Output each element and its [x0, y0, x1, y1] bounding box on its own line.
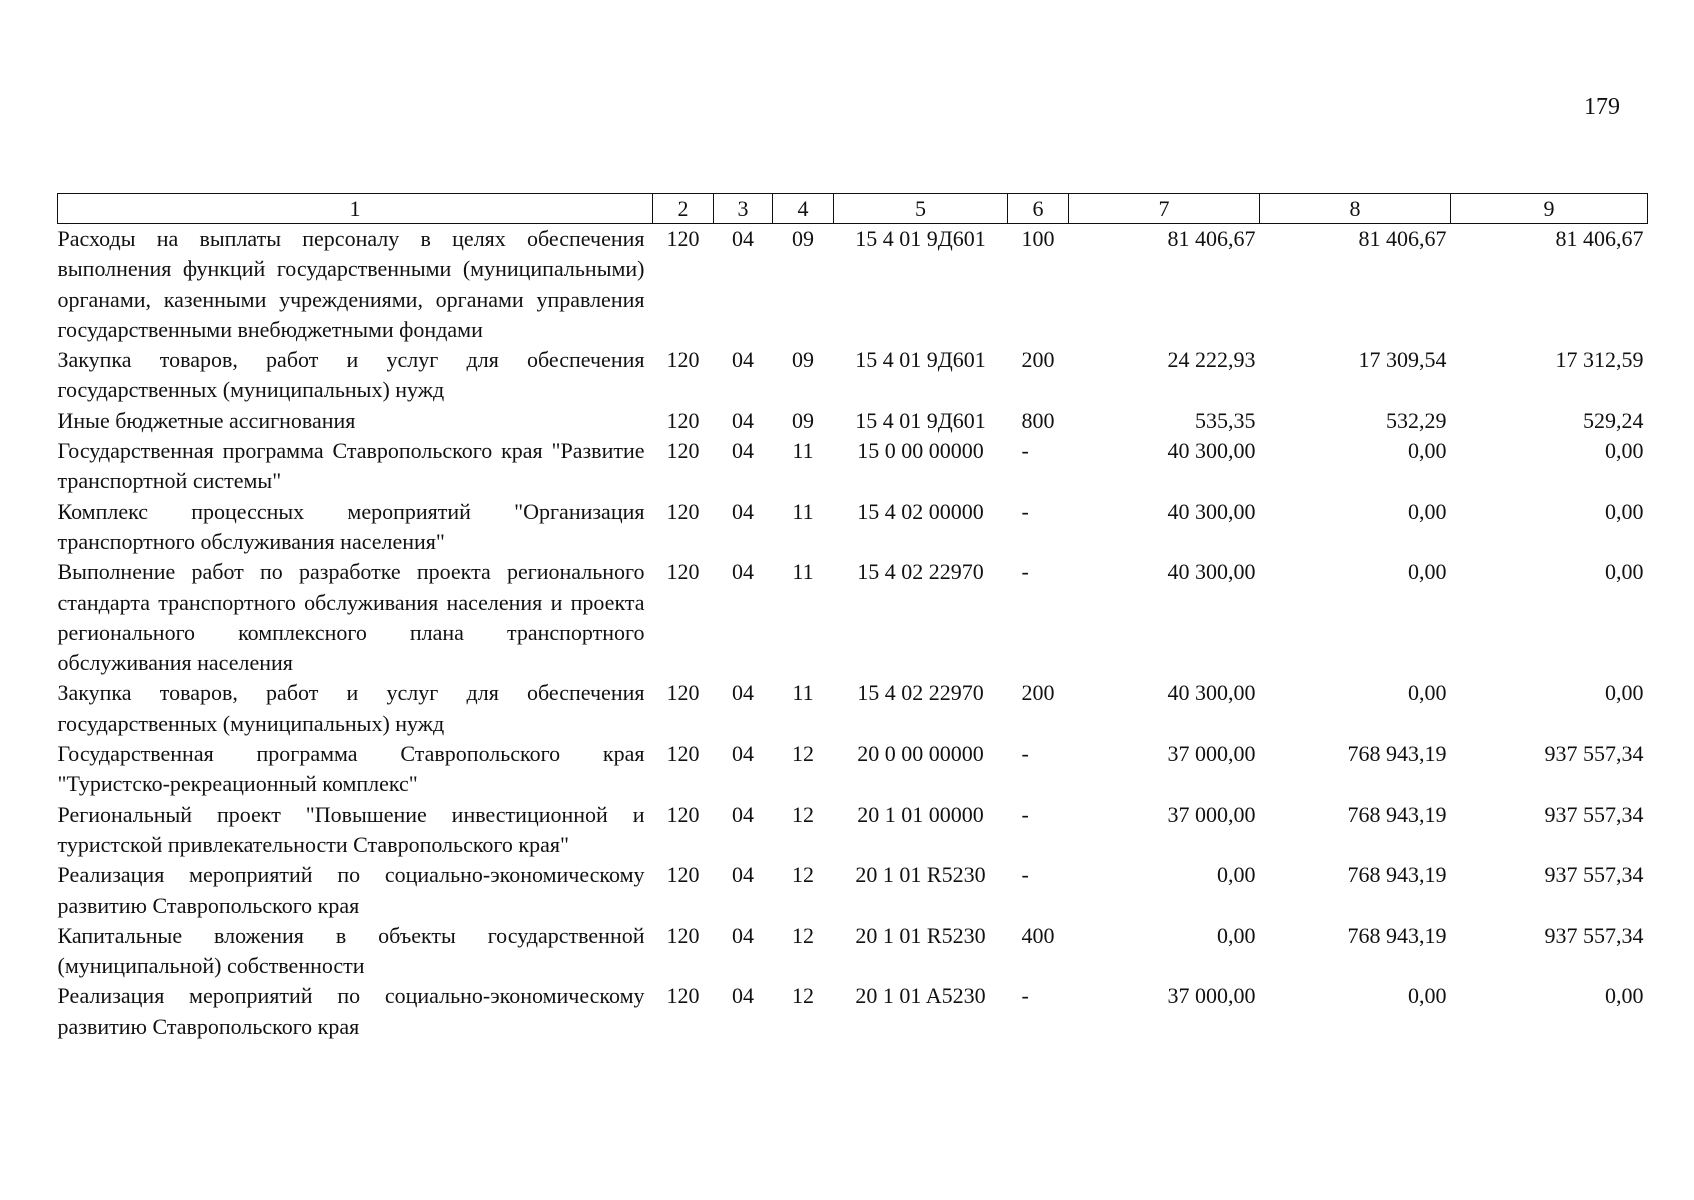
ministry-code: 120 — [666, 983, 700, 1009]
section-code: 04 — [732, 741, 754, 767]
amount-year-1: 40 300,00 — [1167, 498, 1256, 524]
target-article-code: 15 4 02 00000 — [857, 498, 984, 524]
expense-name: Расходы на выплаты персоналу в целях обеспечения выполнения функций государственными (муниципальными) органами, казенными учреждениями, органами управления государственными внебюджетными фондами — [57, 226, 645, 342]
subsection-code: 09 — [792, 347, 814, 373]
subsection-code: 11 — [792, 559, 814, 585]
amount-year-3: 17 312,59 — [1555, 347, 1644, 373]
target-article-code: 15 4 01 9Д601 — [855, 407, 986, 433]
expense-name: Государственная программа Ставропольского края "Развитие транспортной системы" — [57, 438, 645, 494]
ministry-code: 120 — [666, 407, 700, 433]
ministry-code: 120 — [666, 438, 700, 464]
amount-year-3: 0,00 — [1605, 983, 1644, 1009]
amount-year-1: 0,00 — [1217, 862, 1256, 888]
amount-year-3: 0,00 — [1605, 438, 1644, 464]
subsection-code: 12 — [792, 741, 814, 767]
amount-year-1: 24 222,93 — [1167, 347, 1256, 373]
subsection-code: 12 — [792, 801, 814, 827]
section-code: 04 — [732, 680, 754, 706]
target-article-code: 15 4 01 9Д601 — [855, 347, 986, 373]
table-row — [58, 800, 1648, 861]
subsection-code: 11 — [792, 498, 814, 524]
page-number: 179 — [1584, 94, 1620, 120]
amount-year-2: 768 943,19 — [1347, 922, 1447, 948]
amount-year-3: 0,00 — [1605, 680, 1644, 706]
target-article-code: 20 1 01 R5230 — [855, 862, 986, 888]
ministry-code: 120 — [666, 862, 700, 888]
ministry-code: 120 — [666, 559, 700, 585]
table-row — [58, 921, 1648, 982]
amount-year-1: 37 000,00 — [1167, 741, 1256, 767]
section-code: 04 — [732, 922, 754, 948]
expense-name: Закупка товаров, работ и услуг для обеспечения государственных (муниципальных) нужд — [57, 347, 645, 403]
expense-type-code: - — [1021, 438, 1029, 464]
budget-table — [57, 193, 1648, 1042]
amount-year-2: 768 943,19 — [1347, 862, 1447, 888]
expense-name: Закупка товаров, работ и услуг для обеспечения государственных (муниципальных) нужд — [57, 680, 645, 736]
subsection-code: 12 — [792, 862, 814, 888]
expense-name: Реализация мероприятий по социально-экономическому развитию Ставропольского края — [57, 983, 645, 1039]
expense-type-code: - — [1021, 559, 1029, 585]
amount-year-2: 0,00 — [1408, 983, 1447, 1009]
table-body — [58, 224, 1648, 1043]
table-row — [58, 497, 1648, 558]
expense-name: Региональный проект "Повышение инвестиционной и туристской привлекательности Ставропольского края" — [57, 801, 645, 857]
target-article-code: 20 1 01 00000 — [857, 801, 984, 827]
subsection-code: 11 — [792, 680, 814, 706]
amount-year-2: 0,00 — [1408, 498, 1447, 524]
target-article-code: 15 4 02 22970 — [857, 680, 984, 706]
target-article-code: 20 1 01 R5230 — [855, 922, 986, 948]
subsection-code: 12 — [792, 922, 814, 948]
column-header-3: 3 — [714, 194, 773, 224]
amount-year-1: 40 300,00 — [1167, 438, 1256, 464]
section-code: 04 — [732, 407, 754, 433]
column-header-4: 4 — [773, 194, 834, 224]
table-row — [58, 739, 1648, 800]
expense-type-code: - — [1021, 862, 1029, 888]
expense-type-code: 200 — [1021, 680, 1055, 706]
column-header-8: 8 — [1260, 194, 1451, 224]
table-row — [58, 224, 1648, 346]
amount-year-2: 17 309,54 — [1358, 347, 1447, 373]
table-row — [58, 860, 1648, 921]
column-header-9: 9 — [1451, 194, 1648, 224]
expense-type-code: 800 — [1021, 407, 1055, 433]
column-header-1: 1 — [58, 194, 653, 224]
expense-type-code: 100 — [1021, 226, 1055, 251]
section-code: 04 — [732, 226, 754, 251]
column-header-2: 2 — [653, 194, 714, 224]
expense-type-code: 400 — [1021, 922, 1055, 948]
ministry-code: 120 — [666, 801, 700, 827]
amount-year-2: 768 943,19 — [1347, 801, 1447, 827]
expense-name: Выполнение работ по разработке проекта регионального стандарта транспортного обслуживания населения и проекта регионального комплексного плана транспортного обслуживания населения — [57, 559, 645, 676]
ministry-code: 120 — [666, 226, 700, 251]
table-header — [58, 194, 1648, 224]
column-header-5: 5 — [834, 194, 1008, 224]
amount-year-2: 0,00 — [1408, 559, 1447, 585]
ministry-code: 120 — [666, 680, 700, 706]
amount-year-1: 40 300,00 — [1167, 559, 1256, 585]
table-row — [58, 436, 1648, 497]
amount-year-3: 81 406,67 — [1555, 226, 1644, 251]
ministry-code: 120 — [666, 498, 700, 524]
expense-type-code: - — [1021, 741, 1029, 767]
table-row — [58, 557, 1648, 678]
amount-year-2: 532,29 — [1386, 407, 1447, 433]
amount-year-3: 937 557,34 — [1544, 801, 1644, 827]
target-article-code: 15 4 02 22970 — [857, 559, 984, 585]
section-code: 04 — [732, 347, 754, 373]
subsection-code: 09 — [792, 226, 814, 251]
amount-year-2: 0,00 — [1408, 438, 1447, 464]
ministry-code: 120 — [666, 347, 700, 373]
expense-type-code: 200 — [1021, 347, 1055, 373]
table-row — [58, 345, 1648, 406]
target-article-code: 20 0 00 00000 — [857, 741, 984, 767]
table-row — [58, 981, 1648, 1042]
subsection-code: 12 — [792, 983, 814, 1009]
column-header-7: 7 — [1069, 194, 1260, 224]
amount-year-2: 81 406,67 — [1358, 226, 1447, 251]
amount-year-3: 0,00 — [1605, 559, 1644, 585]
subsection-code: 11 — [792, 438, 814, 464]
amount-year-3: 937 557,34 — [1544, 741, 1644, 767]
amount-year-3: 937 557,34 — [1544, 922, 1644, 948]
section-code: 04 — [732, 498, 754, 524]
expense-name: Иные бюджетные ассигнования — [57, 407, 356, 433]
expense-name: Реализация мероприятий по социально-экономическому развитию Ставропольского края — [57, 862, 645, 918]
expense-name: Комплекс процессных мероприятий "Организация транспортного обслуживания населения" — [57, 498, 645, 554]
table-row — [58, 406, 1648, 436]
amount-year-1: 40 300,00 — [1167, 680, 1256, 706]
expense-name: Государственная программа Ставропольского края "Туристско-рекреационный комплекс" — [57, 741, 645, 797]
target-article-code: 20 1 01 A5230 — [855, 983, 986, 1009]
amount-year-1: 0,00 — [1217, 922, 1256, 948]
subsection-code: 09 — [792, 407, 814, 433]
amount-year-1: 37 000,00 — [1167, 983, 1256, 1009]
section-code: 04 — [732, 801, 754, 827]
expense-type-code: - — [1021, 983, 1029, 1009]
amount-year-2: 0,00 — [1408, 680, 1447, 706]
section-code: 04 — [732, 862, 754, 888]
amount-year-2: 768 943,19 — [1347, 741, 1447, 767]
column-header-6: 6 — [1008, 194, 1069, 224]
ministry-code: 120 — [666, 922, 700, 948]
amount-year-1: 37 000,00 — [1167, 801, 1256, 827]
expense-type-code: - — [1021, 498, 1029, 524]
amount-year-3: 0,00 — [1605, 498, 1644, 524]
expense-type-code: - — [1021, 801, 1029, 827]
target-article-code: 15 0 00 00000 — [857, 438, 984, 464]
expense-name: Капитальные вложения в объекты государственной (муниципальной) собственности — [57, 922, 645, 979]
target-article-code: 15 4 01 9Д601 — [855, 226, 986, 251]
ministry-code: 120 — [666, 741, 700, 767]
section-code: 04 — [732, 559, 754, 585]
section-code: 04 — [732, 983, 754, 1009]
amount-year-3: 529,24 — [1583, 407, 1644, 433]
table-row — [58, 678, 1648, 739]
amount-year-1: 81 406,67 — [1167, 226, 1256, 251]
amount-year-3: 937 557,34 — [1544, 862, 1644, 888]
section-code: 04 — [732, 438, 754, 464]
header-row — [58, 194, 1648, 224]
amount-year-1: 535,35 — [1195, 407, 1256, 433]
